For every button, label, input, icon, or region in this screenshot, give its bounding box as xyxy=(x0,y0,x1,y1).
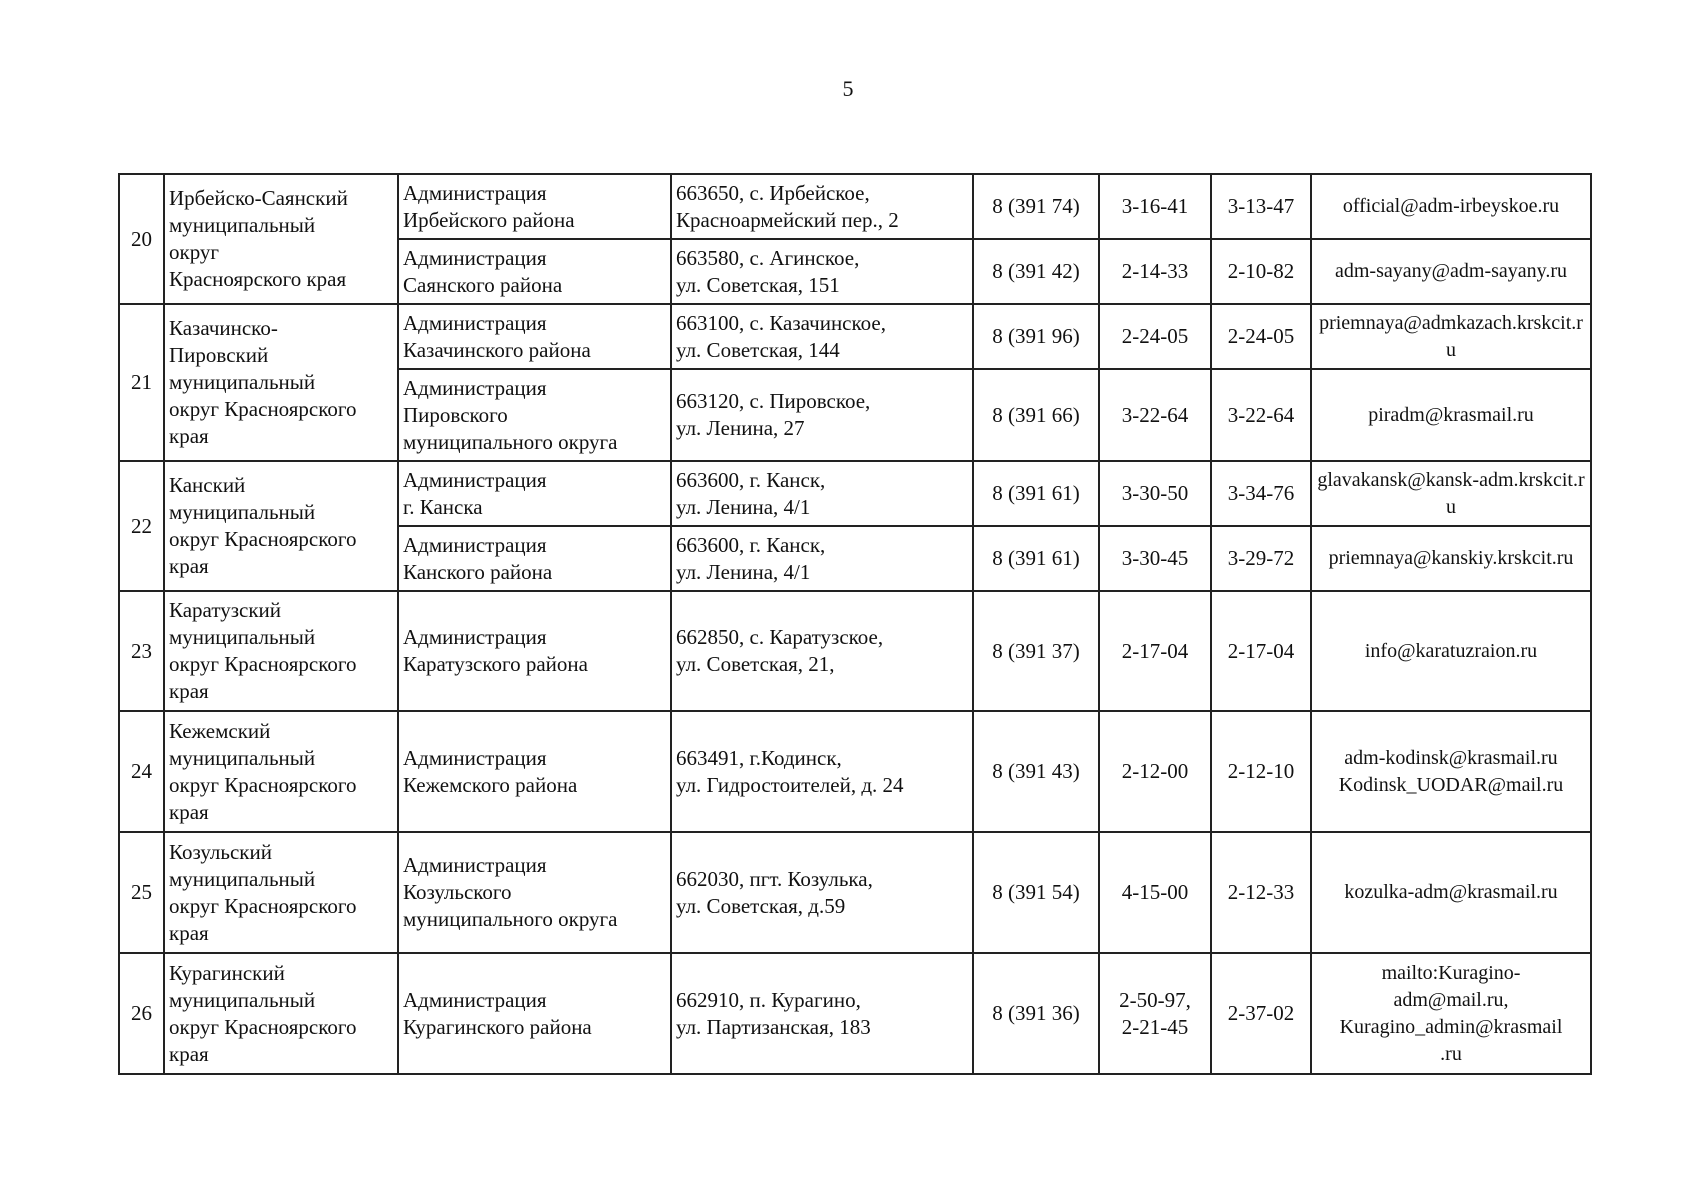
administration-name xyxy=(398,174,671,239)
row-number: 23 xyxy=(119,591,164,711)
district-name xyxy=(164,174,398,304)
address-line: ул. Ленина, 27 xyxy=(676,416,805,440)
table-row xyxy=(119,461,1591,526)
phone-code: 8 (391 43) xyxy=(973,711,1099,832)
postal-address xyxy=(671,369,973,461)
postal-address xyxy=(671,239,973,304)
fax-number: 2-24-05 xyxy=(1211,304,1311,369)
district-line: Пировский xyxy=(169,343,269,367)
administration-line: Курагинского района xyxy=(403,1014,592,1039)
phone-code: 8 (391 96) xyxy=(973,304,1099,369)
email-line: .ru xyxy=(1440,1042,1462,1065)
email-address: piradm@krasmail.ru xyxy=(1311,369,1591,461)
administration-name xyxy=(398,832,671,953)
district-line: края xyxy=(169,424,209,448)
address-line: 663600, г. Канск, xyxy=(676,467,826,492)
phone-code: 8 (391 61) xyxy=(973,461,1099,526)
district-line: края xyxy=(169,554,209,578)
administration-line: Козульского xyxy=(403,880,512,904)
administration-line: Администрация xyxy=(403,245,547,270)
district-line: округ Красноярского xyxy=(169,772,357,797)
fax-number: 2-12-33 xyxy=(1211,832,1311,953)
administration-name xyxy=(398,304,671,369)
postal-address xyxy=(671,711,973,832)
district-line: муниципальный xyxy=(169,213,316,237)
administration-line: Администрация xyxy=(403,375,547,400)
administration-line: муниципального округа xyxy=(403,429,618,454)
postal-address xyxy=(671,953,973,1074)
phone-line: 2-21-45 xyxy=(1121,1014,1189,1039)
administration-name xyxy=(398,711,671,832)
administration-line: Администрация xyxy=(403,467,547,492)
administration-line: Администрация xyxy=(403,987,547,1012)
administration-line: Администрация xyxy=(403,625,547,649)
row-number: 22 xyxy=(119,461,164,591)
administration-name xyxy=(398,591,671,711)
table-row xyxy=(119,174,1591,239)
phone-code: 8 (391 37) xyxy=(973,591,1099,711)
postal-address xyxy=(671,304,973,369)
email-address: adm-sayany@adm-sayany.ru xyxy=(1311,239,1591,304)
administration-contacts-table xyxy=(118,173,1592,1075)
fax-number: 3-22-64 xyxy=(1211,369,1311,461)
district-name xyxy=(164,953,398,1074)
administration-line: Саянского района xyxy=(403,272,563,297)
administration-line: Администрация xyxy=(403,180,547,205)
district-line: муниципальный xyxy=(169,866,316,891)
phone-number: 3-16-41 xyxy=(1099,174,1211,239)
email-line: Kodinsk_UODAR@mail.ru xyxy=(1338,773,1564,796)
district-line: Курагинский xyxy=(169,960,285,985)
row-number: 20 xyxy=(119,174,164,304)
table-row xyxy=(119,711,1591,832)
phone-code: 8 (391 54) xyxy=(973,832,1099,953)
email-address: kozulka-adm@krasmail.ru xyxy=(1311,832,1591,953)
phone-number: 2-12-00 xyxy=(1099,711,1211,832)
address-line: 663600, г. Канск, xyxy=(676,532,826,557)
phone-code: 8 (391 36) xyxy=(973,953,1099,1074)
email-line: mailto:Kuragino- xyxy=(1381,961,1521,984)
phone-code: 8 (391 61) xyxy=(973,526,1099,591)
administration-name xyxy=(398,461,671,526)
administration-line: Ирбейского района xyxy=(403,207,575,232)
fax-number: 3-13-47 xyxy=(1211,174,1311,239)
administration-line: Кежемского района xyxy=(403,772,578,797)
district-line: округ xyxy=(169,240,220,264)
postal-address xyxy=(671,461,973,526)
phone-line: 2-50-97, xyxy=(1119,987,1191,1012)
address-line: Красноармейский пер., 2 xyxy=(676,207,899,232)
administration-line: Администрация xyxy=(403,310,547,335)
district-name xyxy=(164,461,398,591)
address-line: 662850, с. Каратузское, xyxy=(676,625,884,649)
postal-address xyxy=(671,591,973,711)
district-line: Казачинско- xyxy=(169,316,278,340)
administration-line: Администрация xyxy=(403,745,547,770)
administration-line: г. Канска xyxy=(403,494,483,519)
email-line: adm@mail.ru, xyxy=(1393,988,1509,1011)
email-address: priemnaya@kanskiy.krskcit.ru xyxy=(1311,526,1591,591)
fax-number: 2-37-02 xyxy=(1211,953,1311,1074)
administration-name xyxy=(398,526,671,591)
district-line: муниципальный xyxy=(169,370,316,394)
address-line: 663580, с. Агинское, xyxy=(676,245,860,270)
address-line: 663491, г.Кодинск, xyxy=(676,745,842,770)
fax-number: 3-34-76 xyxy=(1211,461,1311,526)
administration-line: Каратузского района xyxy=(403,652,588,676)
email-line: adm-kodinsk@krasmail.ru xyxy=(1344,746,1558,769)
table-row xyxy=(119,304,1591,369)
district-line: края xyxy=(169,1041,209,1066)
table-row xyxy=(119,832,1591,953)
phone-number: 2-24-05 xyxy=(1099,304,1211,369)
district-line: округ Красноярского xyxy=(169,527,357,551)
administration-line: Администрация xyxy=(403,853,547,877)
district-line: округ Красноярского xyxy=(169,397,357,421)
address-line: ул. Гидростоителей, д. 24 xyxy=(676,772,904,797)
phone-number: 2-14-33 xyxy=(1099,239,1211,304)
district-line: муниципальный xyxy=(169,987,316,1012)
address-line: 663100, с. Казачинское, xyxy=(676,310,886,335)
fax-number: 2-17-04 xyxy=(1211,591,1311,711)
district-line: муниципальный xyxy=(169,745,316,770)
address-line: ул. Ленина, 4/1 xyxy=(676,494,811,519)
district-line: муниципальный xyxy=(169,625,316,649)
fax-number: 3-29-72 xyxy=(1211,526,1311,591)
row-number: 21 xyxy=(119,304,164,461)
row-number: 25 xyxy=(119,832,164,953)
district-line: Каратузский xyxy=(169,598,282,622)
address-line: ул. Советская, 144 xyxy=(676,337,840,362)
postal-address xyxy=(671,526,973,591)
postal-address xyxy=(671,174,973,239)
district-line: Красноярского края xyxy=(169,267,347,291)
fax-number: 2-12-10 xyxy=(1211,711,1311,832)
administration-line: муниципального округа xyxy=(403,907,618,931)
administration-name xyxy=(398,369,671,461)
administration-line: Пировского xyxy=(403,402,508,427)
phone-number xyxy=(1099,953,1211,1074)
administration-name xyxy=(398,239,671,304)
phone-number: 3-30-50 xyxy=(1099,461,1211,526)
administration-line: Канского района xyxy=(403,559,553,584)
phone-code: 8 (391 66) xyxy=(973,369,1099,461)
address-line: 662030, пгт. Козулька, xyxy=(676,866,873,891)
address-line: 663120, с. Пировское, xyxy=(676,389,871,413)
fax-number: 2-10-82 xyxy=(1211,239,1311,304)
district-line: Ирбейско-Саянский xyxy=(169,186,348,210)
email-address: priemnaya@admkazach.krskcit.ru xyxy=(1311,304,1591,369)
address-line: ул. Советская, д.59 xyxy=(676,893,846,918)
email-line: Kuragino_admin@krasmail xyxy=(1339,1015,1563,1038)
row-number: 24 xyxy=(119,711,164,832)
table-body xyxy=(119,174,1591,1074)
email-address xyxy=(1311,953,1591,1074)
district-name xyxy=(164,832,398,953)
administration-line: Администрация xyxy=(403,532,547,557)
address-line: ул. Партизанская, 183 xyxy=(676,1014,871,1039)
phone-number: 4-15-00 xyxy=(1099,832,1211,953)
administration-line: Казачинского района xyxy=(403,337,591,362)
district-line: округ Красноярского xyxy=(169,652,357,676)
phone-number: 3-30-45 xyxy=(1099,526,1211,591)
district-line: края xyxy=(169,920,209,945)
district-line: муниципальный xyxy=(169,500,316,524)
district-name xyxy=(164,591,398,711)
administration-name xyxy=(398,953,671,1074)
district-line: Кежемский xyxy=(169,718,271,743)
row-number: 26 xyxy=(119,953,164,1074)
address-line: ул. Советская, 151 xyxy=(676,272,840,297)
address-line: ул. Ленина, 4/1 xyxy=(676,559,811,584)
email-address: info@karatuzraion.ru xyxy=(1311,591,1591,711)
district-name xyxy=(164,711,398,832)
phone-code: 8 (391 74) xyxy=(973,174,1099,239)
phone-number: 3-22-64 xyxy=(1099,369,1211,461)
email-address xyxy=(1311,711,1591,832)
district-line: края xyxy=(169,799,209,824)
address-line: 663650, с. Ирбейское, xyxy=(676,180,870,205)
district-name xyxy=(164,304,398,461)
page-number: 5 xyxy=(842,76,854,101)
email-address: glavakansk@kansk-adm.krskcit.ru xyxy=(1311,461,1591,526)
district-line: Козульский xyxy=(169,839,272,864)
district-line: края xyxy=(169,679,209,703)
district-line: округ Красноярского xyxy=(169,1014,357,1039)
postal-address xyxy=(671,832,973,953)
address-line: 662910, п. Курагино, xyxy=(676,987,861,1012)
district-line: округ Красноярского xyxy=(169,893,357,918)
address-line: ул. Советская, 21, xyxy=(676,652,835,676)
table-row xyxy=(119,953,1591,1074)
district-line: Канский xyxy=(169,473,246,497)
table-row xyxy=(119,591,1591,711)
email-address: official@adm-irbeyskoe.ru xyxy=(1311,174,1591,239)
phone-number: 2-17-04 xyxy=(1099,591,1211,711)
phone-code: 8 (391 42) xyxy=(973,239,1099,304)
